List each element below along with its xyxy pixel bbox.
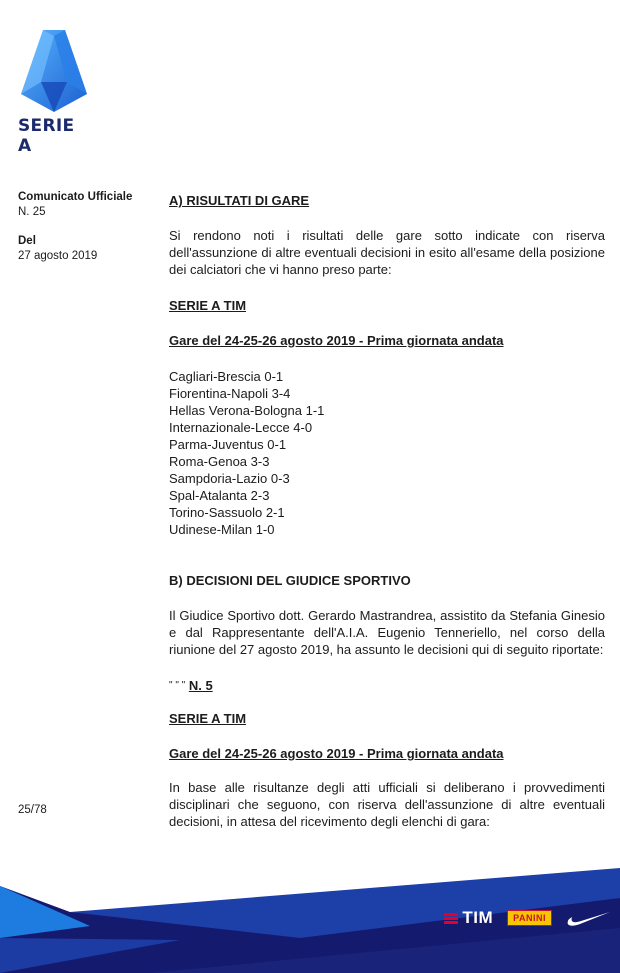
date-value: 27 agosto 2019	[18, 250, 98, 262]
list-item: Spal-Atalanta 2-3	[169, 488, 270, 503]
tim-logo	[444, 908, 493, 928]
doc-number: N. 25	[18, 206, 46, 218]
document-meta	[18, 190, 148, 264]
list-item: Hellas Verona-Bologna 1-1	[169, 403, 325, 418]
tim-text: TIM	[462, 908, 494, 927]
section-b-body: In base alle risultanze degli atti ufficiali si deliberano i provvedimenti disciplinari che seguono, con riserva dell'assunzione di altre eventuali decisioni, in attesa del ricevimento degli elenchi di gara:	[169, 780, 605, 829]
page-number: 25/78	[18, 804, 47, 816]
marker-prefix: " " "	[169, 680, 186, 691]
section-b-league: SERIE A TIM	[169, 711, 247, 726]
tim-mark-icon	[444, 913, 458, 924]
sponsor-logos	[444, 908, 610, 928]
list-item: Torino-Sassuolo 2-1	[169, 505, 285, 520]
list-item: Roma-Genoa 3-3	[169, 454, 270, 469]
logo-text: SERIE A	[18, 116, 75, 156]
main-content	[169, 190, 605, 830]
list-item: Sampdoria-Lazio 0-3	[169, 471, 290, 486]
section-a-league: SERIE A TIM	[169, 298, 247, 313]
section-b-heading: B) DECISIONI DEL GIUDICE SPORTIVO	[169, 573, 411, 588]
marker-label: N. 5	[188, 678, 213, 693]
section-b-round: Gare del 24-25-26 agosto 2019 - Prima giornata andata	[169, 746, 504, 761]
list-item: Fiorentina-Napoli 3-4	[169, 386, 291, 401]
list-item: Parma-Juventus 0-1	[169, 437, 287, 452]
section-a-heading: A) RISULTATI DI GARE	[169, 193, 310, 208]
serie-a-logo	[18, 30, 92, 156]
list-item: Udinese-Milan 1-0	[169, 522, 275, 537]
doc-type: Comunicato Ufficiale	[18, 191, 133, 203]
list-item: Cagliari-Brescia 0-1	[169, 369, 284, 384]
panini-logo: PANINI	[507, 910, 552, 926]
serie-a-shield-icon	[21, 30, 87, 112]
section-a-round: Gare del 24-25-26 agosto 2019 - Prima giornata andata	[169, 333, 504, 348]
results-list	[169, 368, 605, 538]
section-b-intro: Il Giudice Sportivo dott. Gerardo Mastrandrea, assistito da Stefania Ginesio e dal Rappresentante dell'A.I.A. Eugenio Tenneriello, nel corso della riunione del 27 agosto 2019, ha assunto le decisioni qui di seguito riportate:	[169, 608, 605, 657]
list-item: Internazionale-Lecce 4-0	[169, 420, 313, 435]
section-a-intro: Si rendono noti i risultati delle gare sotto indicate con riserva dell'assunzione di altre eventuali decisioni in esito all'esame della posizione dei calciatori che vi hanno preso parte:	[169, 228, 605, 277]
date-label: Del	[18, 235, 36, 247]
nike-swoosh-icon	[566, 909, 610, 927]
section-marker	[169, 677, 605, 694]
